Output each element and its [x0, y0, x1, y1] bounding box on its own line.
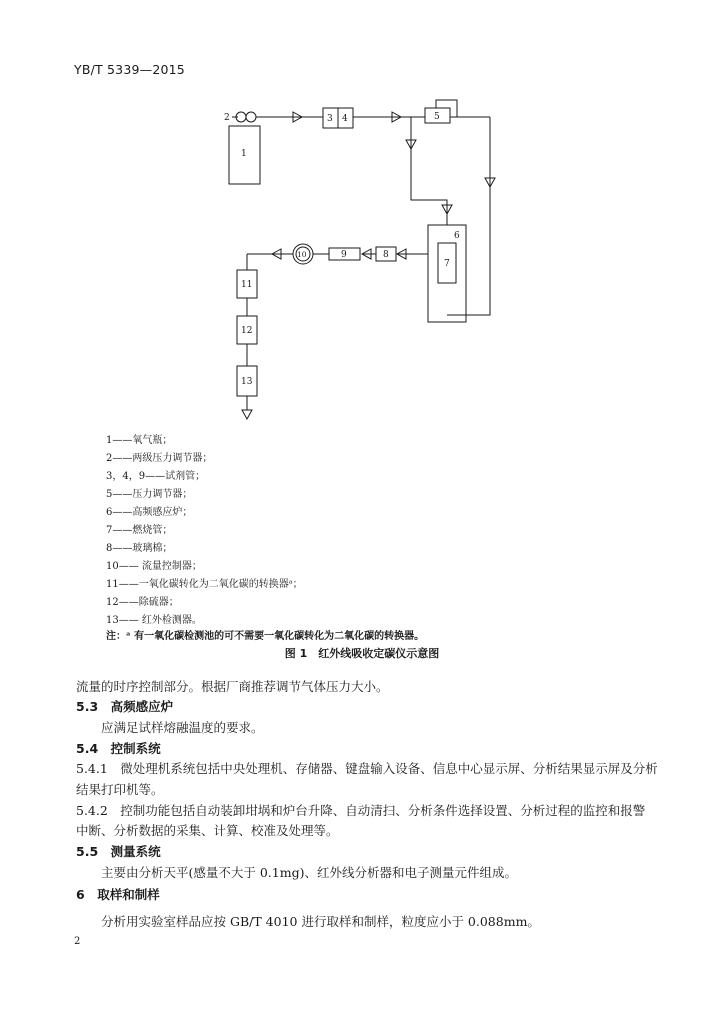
diagram-label-6: 6	[454, 231, 460, 241]
diagram-label-7: 7	[444, 259, 450, 269]
section-heading: 5.3 高频感应炉	[76, 699, 174, 714]
figure-note: 注：ᵃ 有一氧化碳检测池的可不需要一氧化碳转化为二氧化碳的转换器。	[106, 631, 425, 642]
page-number: 2	[74, 936, 81, 947]
legend-item: 5——压力调节器；	[106, 489, 193, 500]
paragraph: 5.4.1 微处理机系统包括中央处理机、存储器、键盘输入设备、信息中心显示屏、分析结果显示屏及分析	[76, 761, 658, 776]
figure-caption: 图 1 红外线吸收定碳仪示意图	[284, 647, 440, 660]
diagram-label-5: 5	[434, 112, 440, 122]
apparatus-diagram	[0, 0, 724, 440]
section-heading: 6 取样和制样	[76, 887, 160, 902]
paragraph: 流量的时序控制部分。根据厂商推荐调节气体压力大小。	[76, 679, 389, 694]
paragraph: 5.4.2 控制功能包括自动装卸坩埚和炉台升降、自动清扫、分析条件选择设置、分析过程的监控和报警	[76, 803, 646, 818]
legend-item: 10—— 流量控制器；	[106, 561, 202, 572]
paragraph: 分析用实验室样品应按 GB/T 4010 进行取样和制样，粒度应小于 0.088mm。	[101, 914, 540, 929]
standard-number: YB/T 5339—2015	[74, 62, 185, 77]
legend-item: 2——两级压力调节器；	[106, 453, 213, 464]
legend-item: 13—— 红外检测器。	[106, 615, 202, 626]
legend-item: 8——玻璃棉；	[106, 543, 173, 554]
paragraph: 主要由分析天平(感量不大于 0.1mg)、红外线分析器和电子测量元件组成。	[101, 865, 517, 880]
diagram-label-13: 13	[241, 377, 253, 387]
induction-furnace	[428, 225, 466, 322]
section-heading: 5.5 测量系统	[76, 844, 161, 859]
legend-item: 7——燃烧管；	[106, 525, 173, 536]
diagram-label-12: 12	[241, 326, 253, 336]
diagram-label-2: 2	[224, 113, 230, 123]
section-heading: 5.4 控制系统	[76, 741, 161, 756]
diagram-label-1: 1	[241, 149, 247, 159]
legend-item: 12——除硫器；	[106, 597, 179, 608]
paragraph: 应满足试样熔融温度的要求。	[101, 720, 264, 735]
diagram-label-4: 4	[342, 114, 348, 124]
diagram-label-3: 3	[327, 114, 333, 124]
legend-item: 11——一氧化碳转化为二氧化碳的转换器ᵃ；	[106, 579, 303, 590]
diagram-label-9: 9	[341, 250, 347, 260]
paragraph: 结果打印机等。	[76, 782, 164, 797]
arrow-marker	[242, 410, 252, 419]
diagram-label-11: 11	[241, 280, 253, 290]
legend-item: 3，4，9——试剂管；	[106, 471, 206, 482]
legend-item: 6——高频感应炉；	[106, 507, 193, 518]
diagram-label-10: 10	[297, 250, 307, 259]
paragraph: 中断、分析数据的采集、计算、校准及处理等。	[76, 823, 339, 838]
legend-item: 1——氧气瓶；	[106, 435, 173, 446]
diagram-label-8: 8	[383, 250, 389, 260]
